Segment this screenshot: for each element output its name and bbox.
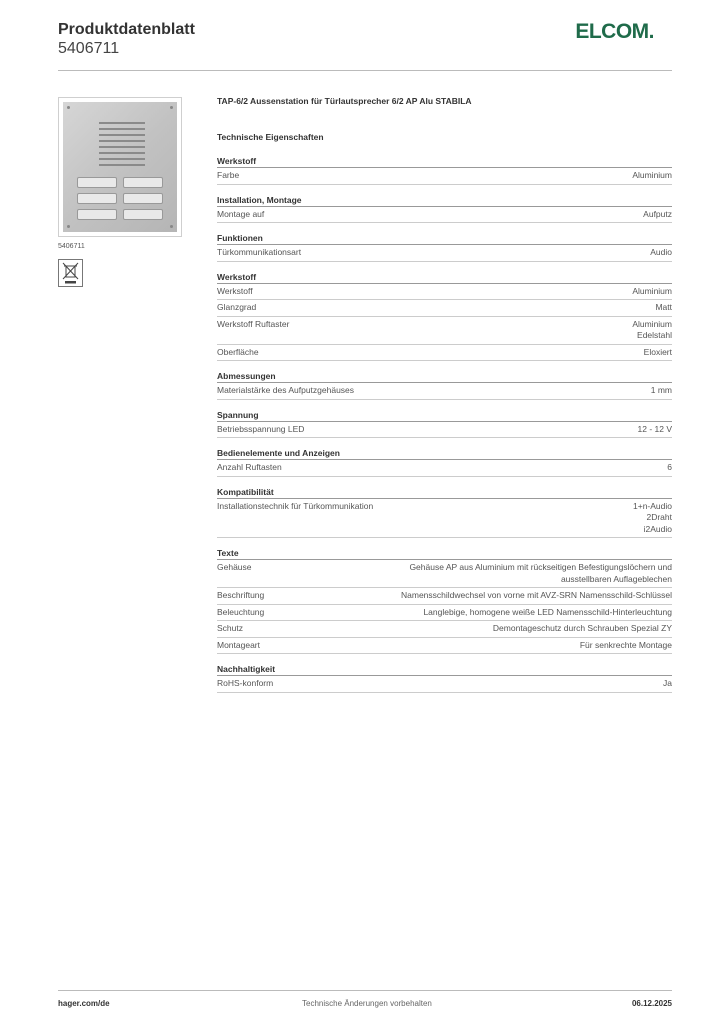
spec-key: Werkstoff Ruftaster [217, 318, 290, 329]
spec-row [217, 317, 672, 345]
spec-group-heading: Spannung [217, 410, 672, 422]
spec-row [217, 638, 672, 655]
spec-value: Langlebige, homogene weiße LED Namensschild-Hinterleuchtung [423, 606, 672, 617]
footer-website: hager.com/de [58, 999, 110, 1008]
spec-row [217, 676, 672, 693]
spec-value: Matt [655, 302, 672, 312]
spec-key: Werkstoff [217, 285, 253, 296]
spec-key: Montage auf [217, 208, 265, 219]
page-header [58, 20, 672, 71]
spec-row [217, 460, 672, 477]
spec-key: Schutz [217, 623, 243, 633]
spec-row [217, 499, 672, 539]
spec-row [217, 345, 672, 362]
spec-row [217, 621, 672, 638]
spec-group-heading: Installation, Montage [217, 195, 672, 207]
spec-group-heading: Funktionen [217, 233, 672, 245]
spec-value: Aluminium Edelstahl [632, 318, 672, 340]
section-heading: Technische Eigenschaften [217, 132, 324, 142]
spec-row [217, 245, 672, 262]
spec-row [217, 207, 672, 224]
spec-group-heading: Werkstoff [217, 156, 672, 168]
spec-row [217, 588, 672, 605]
spec-value: Demontageschutz durch Schrauben Spezial ZY [492, 623, 672, 633]
spec-row [217, 168, 672, 185]
page-footer [58, 990, 672, 1008]
product-specification [217, 96, 672, 693]
spec-value: Für senkrechte Montage [579, 639, 672, 650]
door-station-plate [63, 102, 177, 232]
spec-value: Audio [650, 247, 672, 257]
footer-disclaimer: Technische Änderungen vorbehalten [302, 999, 432, 1008]
spec-value: Gehäuse AP aus Aluminium mit rückseitigen Befestigungslöchern und ausstellbaren Auflageblechen [409, 562, 672, 584]
product-image [58, 97, 182, 237]
spec-key: Oberfläche [217, 346, 259, 357]
image-caption: 5406711 [58, 243, 85, 250]
spec-row [217, 605, 672, 622]
spec-group-heading: Nachhaltigkeit [217, 664, 672, 676]
footer-date: 06.12.2025 [631, 999, 672, 1008]
weee-crossed-bin-icon [58, 259, 83, 287]
spec-key: Beleuchtung [217, 606, 265, 617]
spec-value: Ja [663, 678, 672, 688]
spec-row [217, 560, 672, 588]
spec-key: Beschriftung [217, 590, 265, 600]
spec-value: Eloxiert [643, 346, 672, 357]
spec-value: 1+n-Audio 2Draht i2Audio [633, 500, 672, 534]
product-number: 5406711 [58, 40, 120, 57]
spec-key: Materialstärke des Aufputzgehäuses [217, 385, 355, 395]
document-title: Produktdatenblatt [58, 21, 195, 38]
spec-row [217, 422, 672, 439]
spec-groups [217, 156, 672, 693]
spec-key: Gehäuse [217, 562, 252, 572]
product-title: TAP-6/2 Aussenstation für Türlautsprecher 6/2 AP Alu STABILA [217, 96, 472, 106]
spec-key: Betriebsspannung LED [217, 423, 305, 434]
spec-row [217, 383, 672, 400]
spec-value: 6 [667, 462, 672, 472]
spec-value: Aluminium [632, 285, 672, 296]
spec-key: Anzahl Ruftasten [217, 462, 282, 472]
spec-key: Montageart [217, 639, 260, 650]
spec-value: Aluminium [632, 170, 672, 180]
spec-value: 1 mm [650, 385, 672, 395]
spec-row [217, 284, 672, 301]
brand-logo: ELCOM. [575, 20, 654, 43]
spec-group-heading: Abmessungen [217, 371, 672, 383]
spec-key: Glanzgrad [217, 302, 257, 312]
spec-key: Farbe [217, 170, 240, 180]
spec-group-heading: Werkstoff [217, 272, 672, 284]
spec-key: Türkommunikationsart [217, 247, 302, 257]
spec-value: Namensschildwechsel von vorne mit AVZ-SRN Namensschild-Schlüssel [401, 590, 672, 600]
spec-key: RoHS-konform [217, 678, 274, 688]
spec-group-heading: Texte [217, 548, 672, 560]
spec-key: Installationstechnik für Türkommunikation [217, 500, 374, 511]
spec-row [217, 300, 672, 317]
spec-group-heading: Bedienelemente und Anzeigen [217, 448, 672, 460]
product-sidebar [58, 97, 182, 287]
spec-group-heading: Kompatibilität [217, 487, 672, 499]
spec-value: 12 - 12 V [637, 423, 672, 434]
spec-value: Aufputz [643, 208, 672, 219]
